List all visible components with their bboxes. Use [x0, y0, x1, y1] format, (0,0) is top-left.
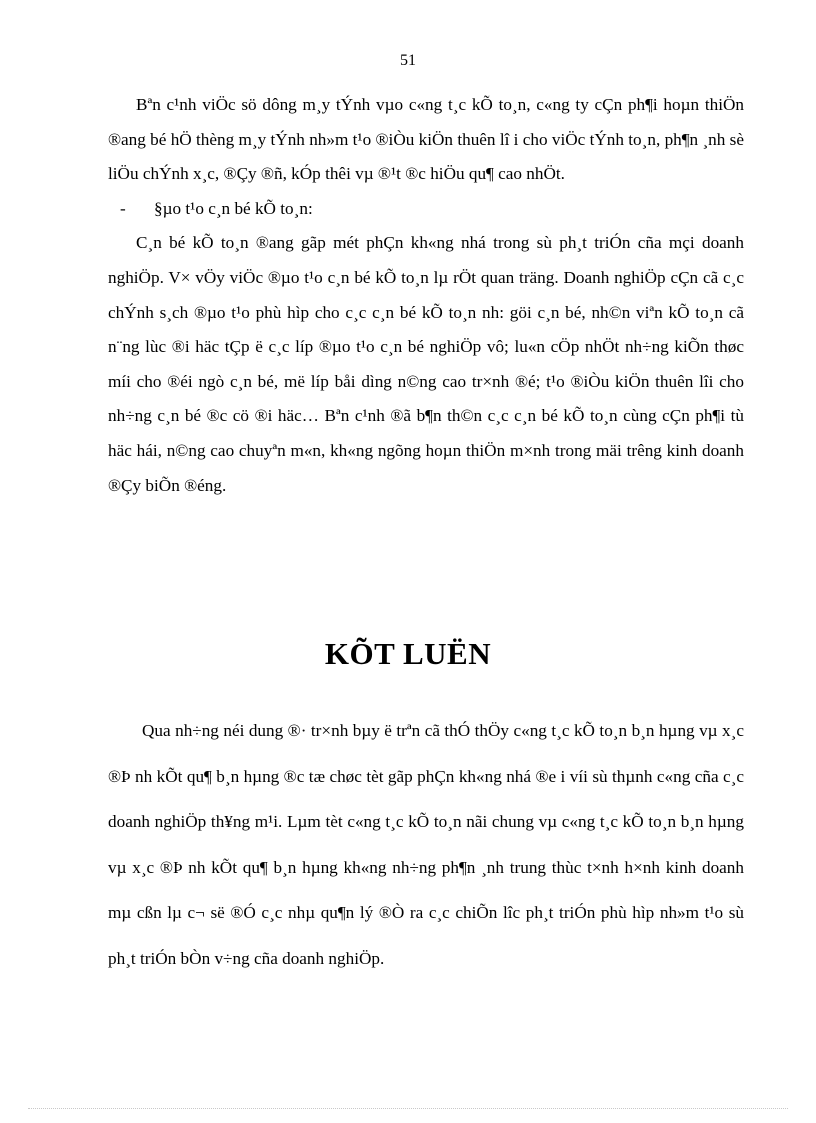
- conclusion-paragraph: Qua nh÷ng néi dung ®· tr×nh bµy ë trªn cã thÓ thÖy c«ng t¸c kÕ to¸n b¸n hµng vµ x¸c ®Þ nh kÕt qu¶ b¸n hµng ®c tæ chøc tèt gãp phÇn kh«ng nhá ®e i víi sù thµnh c«ng cña c¸c doanh nghiÖp th¥ng m¹i. Lµm tèt c«ng t¸c kÕ to¸n nãi chung vµ c«ng t¸c kÕ to¸n b¸n hµng vµ x¸c ®Þ nh kÕt qu¶ b¸n hµng kh«ng nh÷ng ph¶n ¸nh trung thùc t×nh h×nh kinh doanh mµ cßn lµ c¬ së ®Ó c¸c nhµ qu¶n lý ®Ò ra c¸c chiÕn lîc ph¸t triÓn phù hìp nh»m t¹o sù ph¸t triÓn bÒn v÷ng cña doanh nghiÖp.: [108, 721, 744, 968]
- page-bottom-rule: [28, 1108, 788, 1109]
- bullet-title: §µo t¹o c¸n bé kÕ to¸n:: [154, 198, 313, 218]
- conclusion-section: [108, 708, 744, 981]
- body-section: [108, 88, 744, 503]
- page-number: 51: [400, 52, 416, 69]
- paragraph-computer-systems: Bªn c¹nh viÖc sö dông m¸y tÝnh vµo c«ng t¸c kÕ to¸n, c«ng ty cÇn ph¶i hoµn thiÖn ®ang bé hÖ thèng m¸y tÝnh nh»m t¹o ®iÒu kiÖn thuên lî i cho viÖc tÝnh to¸n, ph¶n ¸nh sè liÖu chÝnh x¸c, ®Çy ®ñ, kÓp thêi vµ ®¹t ®c hiÖu qu¶ cao nhÖt.: [108, 95, 744, 184]
- bullet-dash: -: [120, 198, 126, 218]
- conclusion-heading: KÕT LUËN: [324, 636, 492, 671]
- bullet-item: [108, 192, 744, 227]
- paragraph-staff-training: C¸n bé kÕ to¸n ®ang gãp mét phÇn kh«ng nhá trong sù ph¸t triÓn cña mçi doanh nghiÖp. V× vÖy viÖc ®µo t¹o c¸n bé kÕ to¸n lµ rÖt quan träng. Doanh nghiÖp cÇn cã c¸c chÝnh s¸ch ®µo t¹o phù hìp cho c¸c c¸n bé kÕ to¸n nh: göi c¸n bé, nh©n viªn kÕ to¸n cã n¨ng lùc ®i häc tÇp ë c¸c líp ®µo t¹o c¸n bé nghiÖp vô; lu«n cÖp nhÖt nh÷ng kiÕn thøc míi cho ®éi ngò c¸n bé, më líp båi dìng n©ng cao tr×nh ®é; t¹o ®iÒu kiÖn thuên lîi cho nh÷ng c¸n bé ®c cö ®i häc… Bªn c¹nh ®ã b¶n th©n c¸c c¸n bé kÕ to¸n cùng cÇn ph¶i tù häc hái, n©ng cao chuyªn m«n, kh«ng ngõng hoµn thiÖn m×nh trong mäi trêng kinh doanh ®Çy biÕn ®éng.: [108, 233, 744, 495]
